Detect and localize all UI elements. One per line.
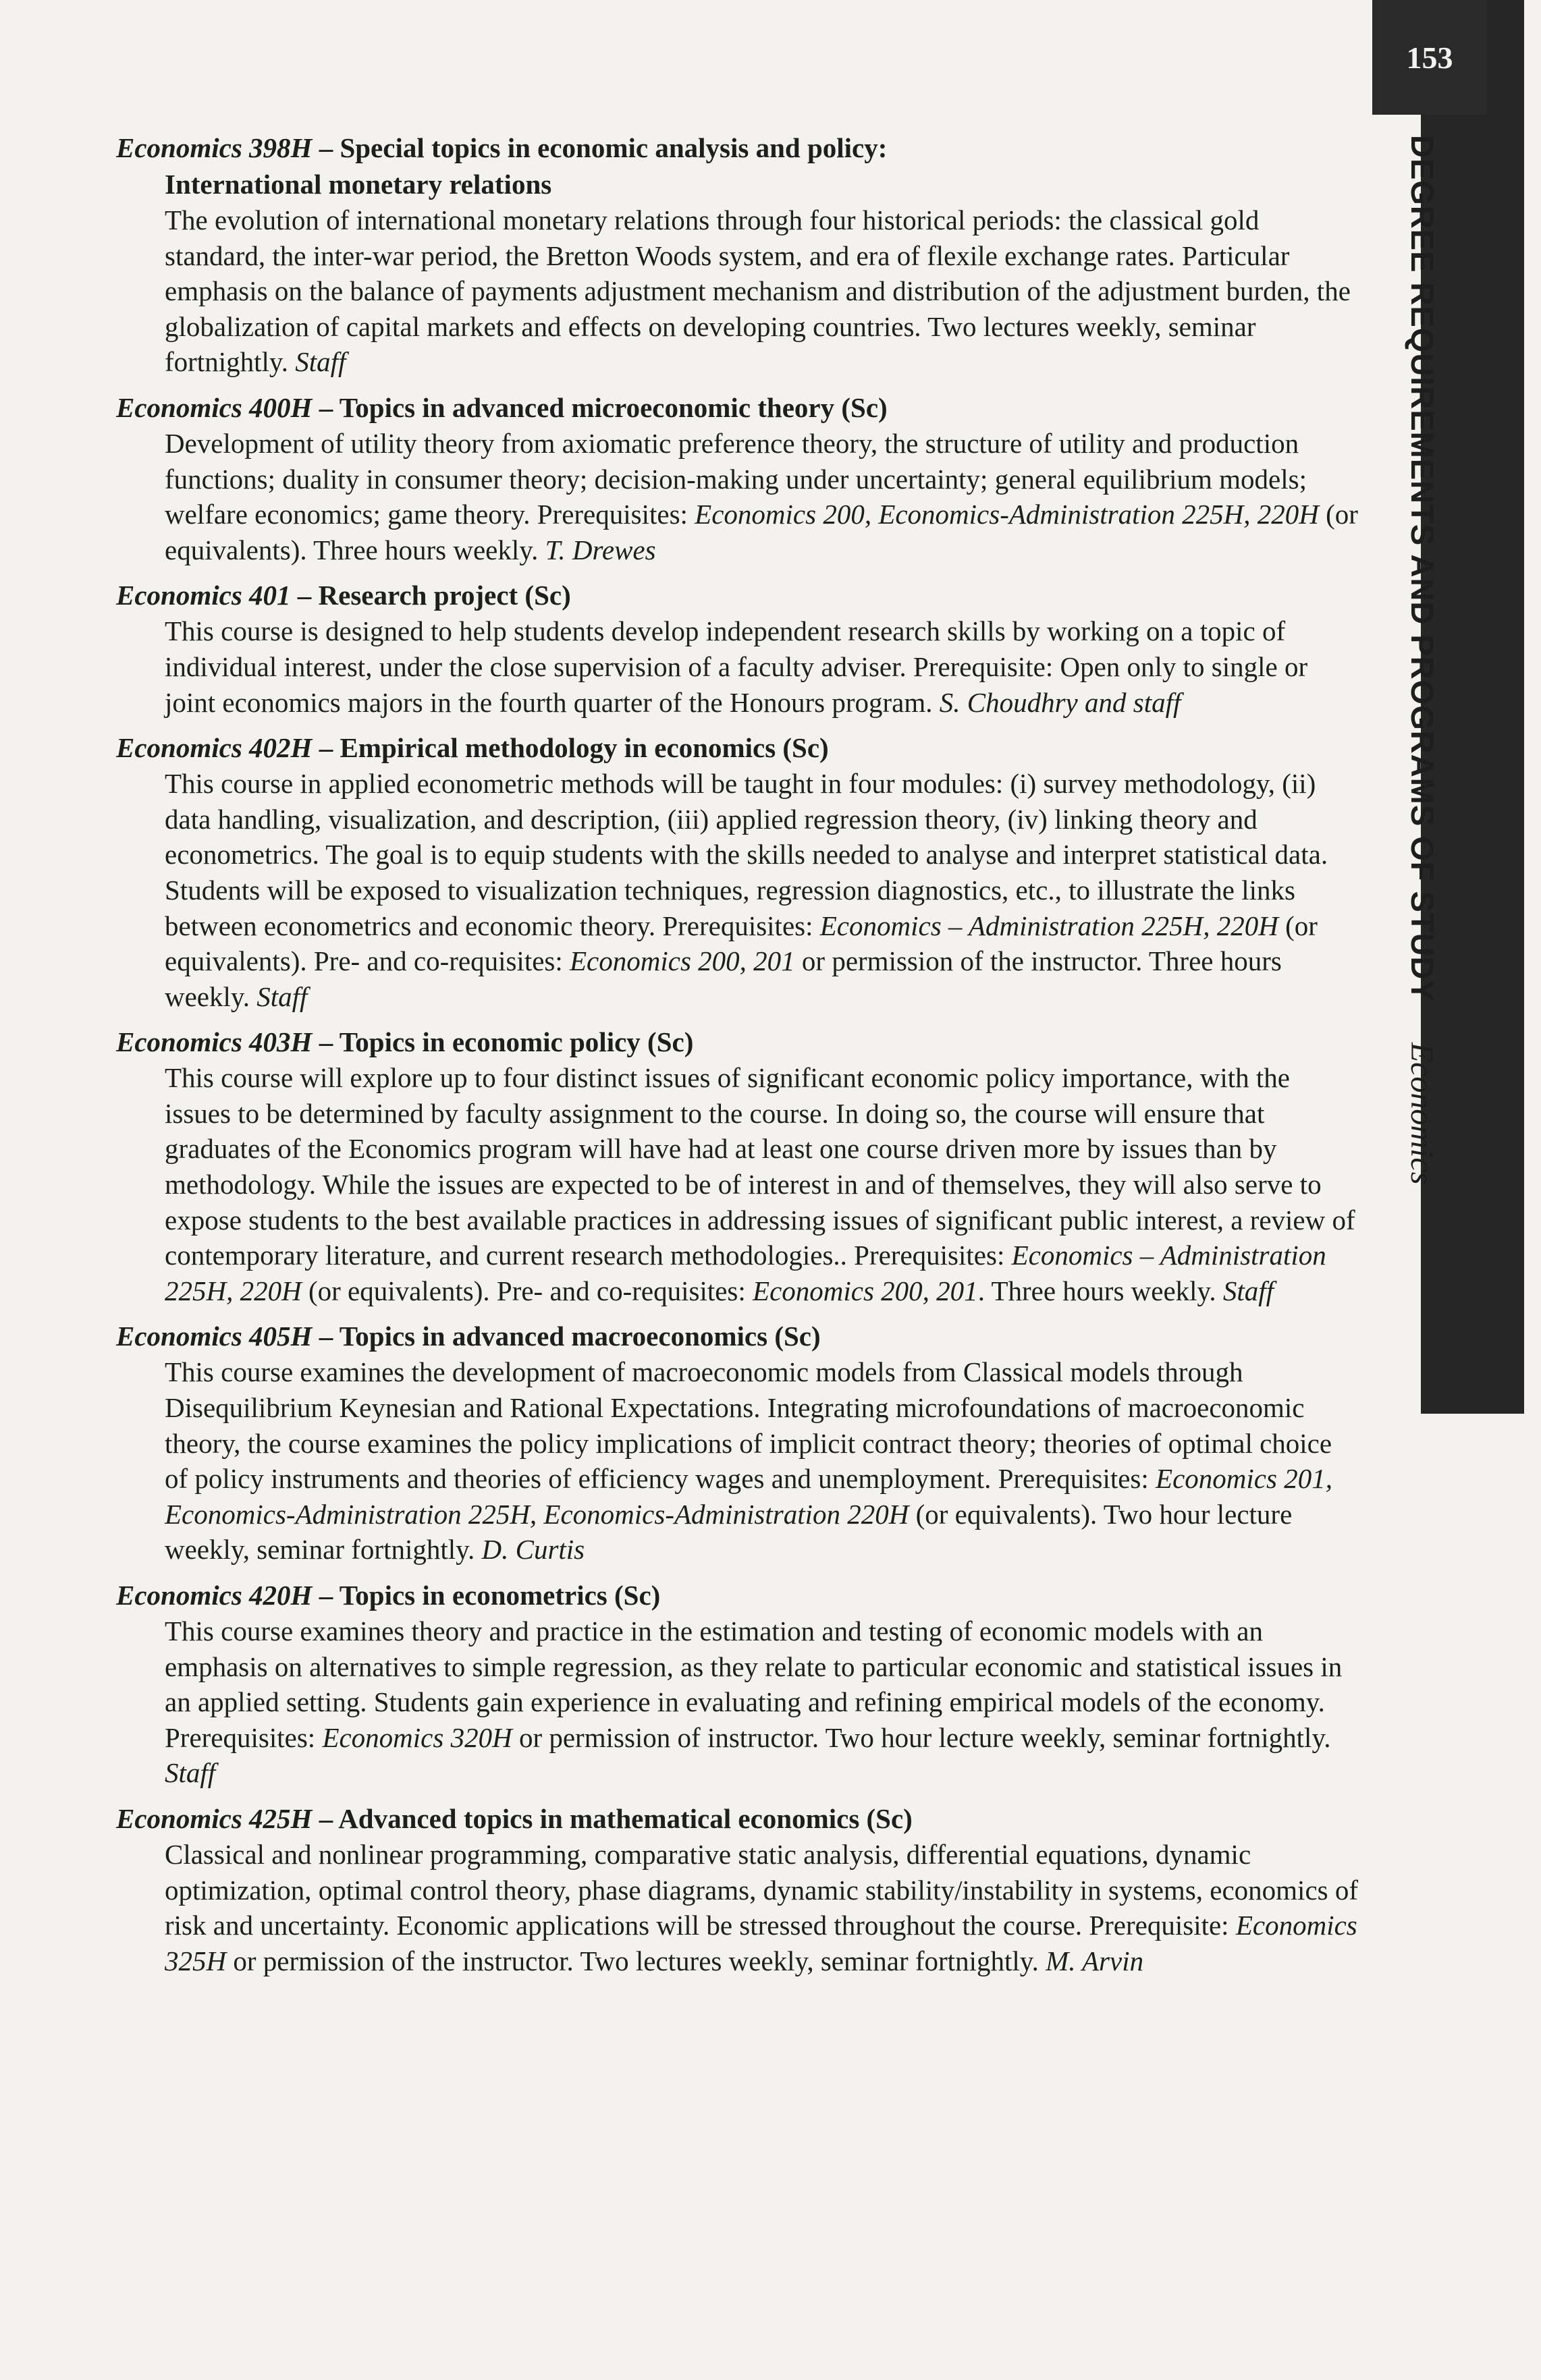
description-emphasis: Economics – Administration 225H, 220H	[165, 1240, 1326, 1306]
course-description	[165, 202, 1358, 380]
side-label-main: DEGREE REQUIREMENTS AND PROGRAMS OF STUDY	[1405, 135, 1440, 1002]
description-text: (or equivalents). Three hours weekly.	[165, 499, 1358, 565]
course-description	[165, 1613, 1358, 1791]
course-entry	[116, 1577, 1358, 1791]
description-emphasis: Economics 200, 201	[753, 1275, 978, 1306]
course-description	[165, 613, 1358, 720]
course-name: – Advanced topics in mathematical economics (Sc)	[312, 1802, 913, 1834]
course-name: – Topics in econometrics (Sc)	[312, 1580, 661, 1611]
course-code: Economics 400H	[116, 391, 313, 423]
course-code: Economics 398H	[116, 132, 313, 163]
description-text: or permission of instructor. Two hour lecture weekly, seminar fortnightly.	[512, 1721, 1331, 1753]
course-title	[116, 1024, 1358, 1060]
course-description	[165, 1837, 1358, 1978]
description-text: The evolution of international monetary relations through four historical periods: the classical gold standard, the inter-war period, the Bretton Woods system, and era of flexile exchange rates. Particular emphasis on the balance of payments adjustment mechanism and distribution of the adjustment burden, the globalization of capital markets and effects on developing countries. Two lectures weekly, seminar fortnightly.	[165, 204, 1351, 378]
course-title	[116, 1577, 1358, 1613]
course-list	[116, 130, 1358, 1988]
description-emphasis: Economics 201, Economics-Administration 225H, Economics-Administration 220H	[165, 1463, 1332, 1530]
description-text: (or equivalents). Pre- and co-requisites:	[301, 1275, 753, 1306]
description-text: Classical and nonlinear programming, comparative static analysis, differential equations, dynamic optimization, optimal control theory, phase diagrams, dynamic stability/instability in systems, economics of risk and uncertainty. Economic applications will be stressed throughout the course. Prerequisite:	[165, 1838, 1359, 1941]
description-emphasis: S. Choudhry and staff	[939, 686, 1181, 718]
description-text: This course in applied econometric methods will be taught in four modules: (i) survey methodology, (ii) data handling, visualization, and description, (iii) applied regression theory, (iv) linking theory and econometrics. The goal is to equip students with the skills needed to analyse and interpret statistical data. Students will be exposed to visualization techniques, regression diagnostics, etc., to illustrate the links between econometrics and economic theory. Prerequisites:	[165, 768, 1328, 941]
course-title	[116, 729, 1358, 766]
course-title	[116, 1318, 1358, 1354]
course-title	[116, 577, 1358, 613]
description-emphasis: M. Arvin	[1046, 1945, 1144, 1976]
description-emphasis: Economics 325H	[165, 1910, 1357, 1976]
description-emphasis: Economics – Administration 225H, 220H	[819, 910, 1278, 941]
description-text: This course is designed to help students develop independent research skills by working on a topic of individual interest, under the close supervision of a faculty adviser. Prerequisite: Open only to single or joint economics majors in the fourth quarter of the Honours program.	[165, 615, 1308, 718]
description-text: Development of utility theory from axiomatic preference theory, the structure of utility and production functions; duality in consumer theory; decision-making under uncertainty; general equilibrium models; welfare economics; game theory. Prerequisites:	[165, 427, 1307, 530]
description-emphasis: Economics 200, 201	[570, 945, 795, 977]
description-emphasis: Economics 320H	[322, 1721, 512, 1753]
description-emphasis: T. Drewes	[545, 534, 656, 565]
course-code: Economics 401	[116, 580, 291, 611]
course-code: Economics 425H	[116, 1802, 313, 1834]
description-emphasis: Staff	[256, 980, 308, 1012]
course-entry	[116, 577, 1358, 720]
course-name: – Topics in economic policy (Sc)	[312, 1026, 694, 1058]
course-description	[165, 1354, 1358, 1568]
course-title	[116, 130, 1358, 166]
description-text: This course examines theory and practice in the estimation and testing of economic models with an emphasis on alternatives to simple regression, as they relate to particular economic and statistical issues in an applied setting. Students gain experience in evaluating and refining empirical models of the economy. Prerequisites:	[165, 1615, 1343, 1753]
description-text: This course will explore up to four distinct issues of significant economic policy importance, with the issues to be determined by faculty assignment to the course. In doing so, the course will ensure that graduates of the Economics program will have had at least one course driven more by issues than by methodology. While the issues are expected to be of interest in and of themselves, they will also serve to expose students to the best available practices in addressing issues of significant public interest, a review of contemporary literature, and current research methodologies.. Prerequisites:	[165, 1062, 1355, 1271]
course-entry	[116, 1800, 1358, 1978]
page-number: 153	[1372, 0, 1487, 115]
course-name: – Special topics in economic analysis and policy:	[312, 132, 888, 163]
course-entry	[116, 1024, 1358, 1308]
description-emphasis: Staff	[1222, 1275, 1274, 1306]
course-description	[165, 426, 1358, 568]
course-subtitle: International monetary relations	[165, 169, 552, 200]
description-emphasis: D. Curtis	[481, 1534, 585, 1566]
description-text: (or equivalents). Two hour lecture weekly, seminar fortnightly.	[165, 1498, 1293, 1566]
description-text: or permission of the instructor. Three hours weekly.	[165, 945, 1282, 1012]
side-label-sub: Economics	[1404, 1042, 1440, 1185]
course-entry	[116, 130, 1358, 380]
side-section-label	[1403, 135, 1441, 1184]
course-name: – Empirical methodology in economics (Sc)	[312, 732, 829, 764]
course-description	[165, 766, 1358, 1014]
description-emphasis: Staff	[295, 346, 346, 378]
course-name: – Topics in advanced microeconomic theory (Sc)	[312, 391, 888, 423]
course-code: Economics 403H	[116, 1026, 313, 1058]
course-description	[165, 1060, 1358, 1308]
description-text: This course examines the development of macroeconomic models from Classical models through Disequilibrium Keynesian and Rational Expectations. Integrating microfoundations of macroeconomic theory, the course examines the policy implications of implicit contract theory; theories of optimal choice of policy instruments and theories of efficiency wages and unemployment. Prerequisites:	[165, 1356, 1332, 1495]
description-text: . Three hours weekly.	[977, 1275, 1223, 1306]
course-code: Economics 402H	[116, 732, 313, 764]
course-code: Economics 420H	[116, 1580, 313, 1611]
course-entry	[116, 389, 1358, 568]
description-text: (or equivalents). Pre- and co-requisites:	[165, 910, 1318, 977]
description-emphasis: Economics 200, Economics-Administration 225H, 220H	[695, 499, 1319, 530]
course-entry	[116, 729, 1358, 1014]
course-title	[116, 1800, 1358, 1837]
course-title	[116, 389, 1358, 426]
description-emphasis: Staff	[165, 1757, 216, 1789]
course-name: – Research project (Sc)	[290, 580, 571, 611]
course-code: Economics 405H	[116, 1321, 313, 1352]
description-text: or permission of the instructor. Two lectures weekly, seminar fortnightly.	[226, 1945, 1046, 1976]
course-entry	[116, 1318, 1358, 1568]
course-name: – Topics in advanced macroeconomics (Sc)	[312, 1321, 821, 1352]
